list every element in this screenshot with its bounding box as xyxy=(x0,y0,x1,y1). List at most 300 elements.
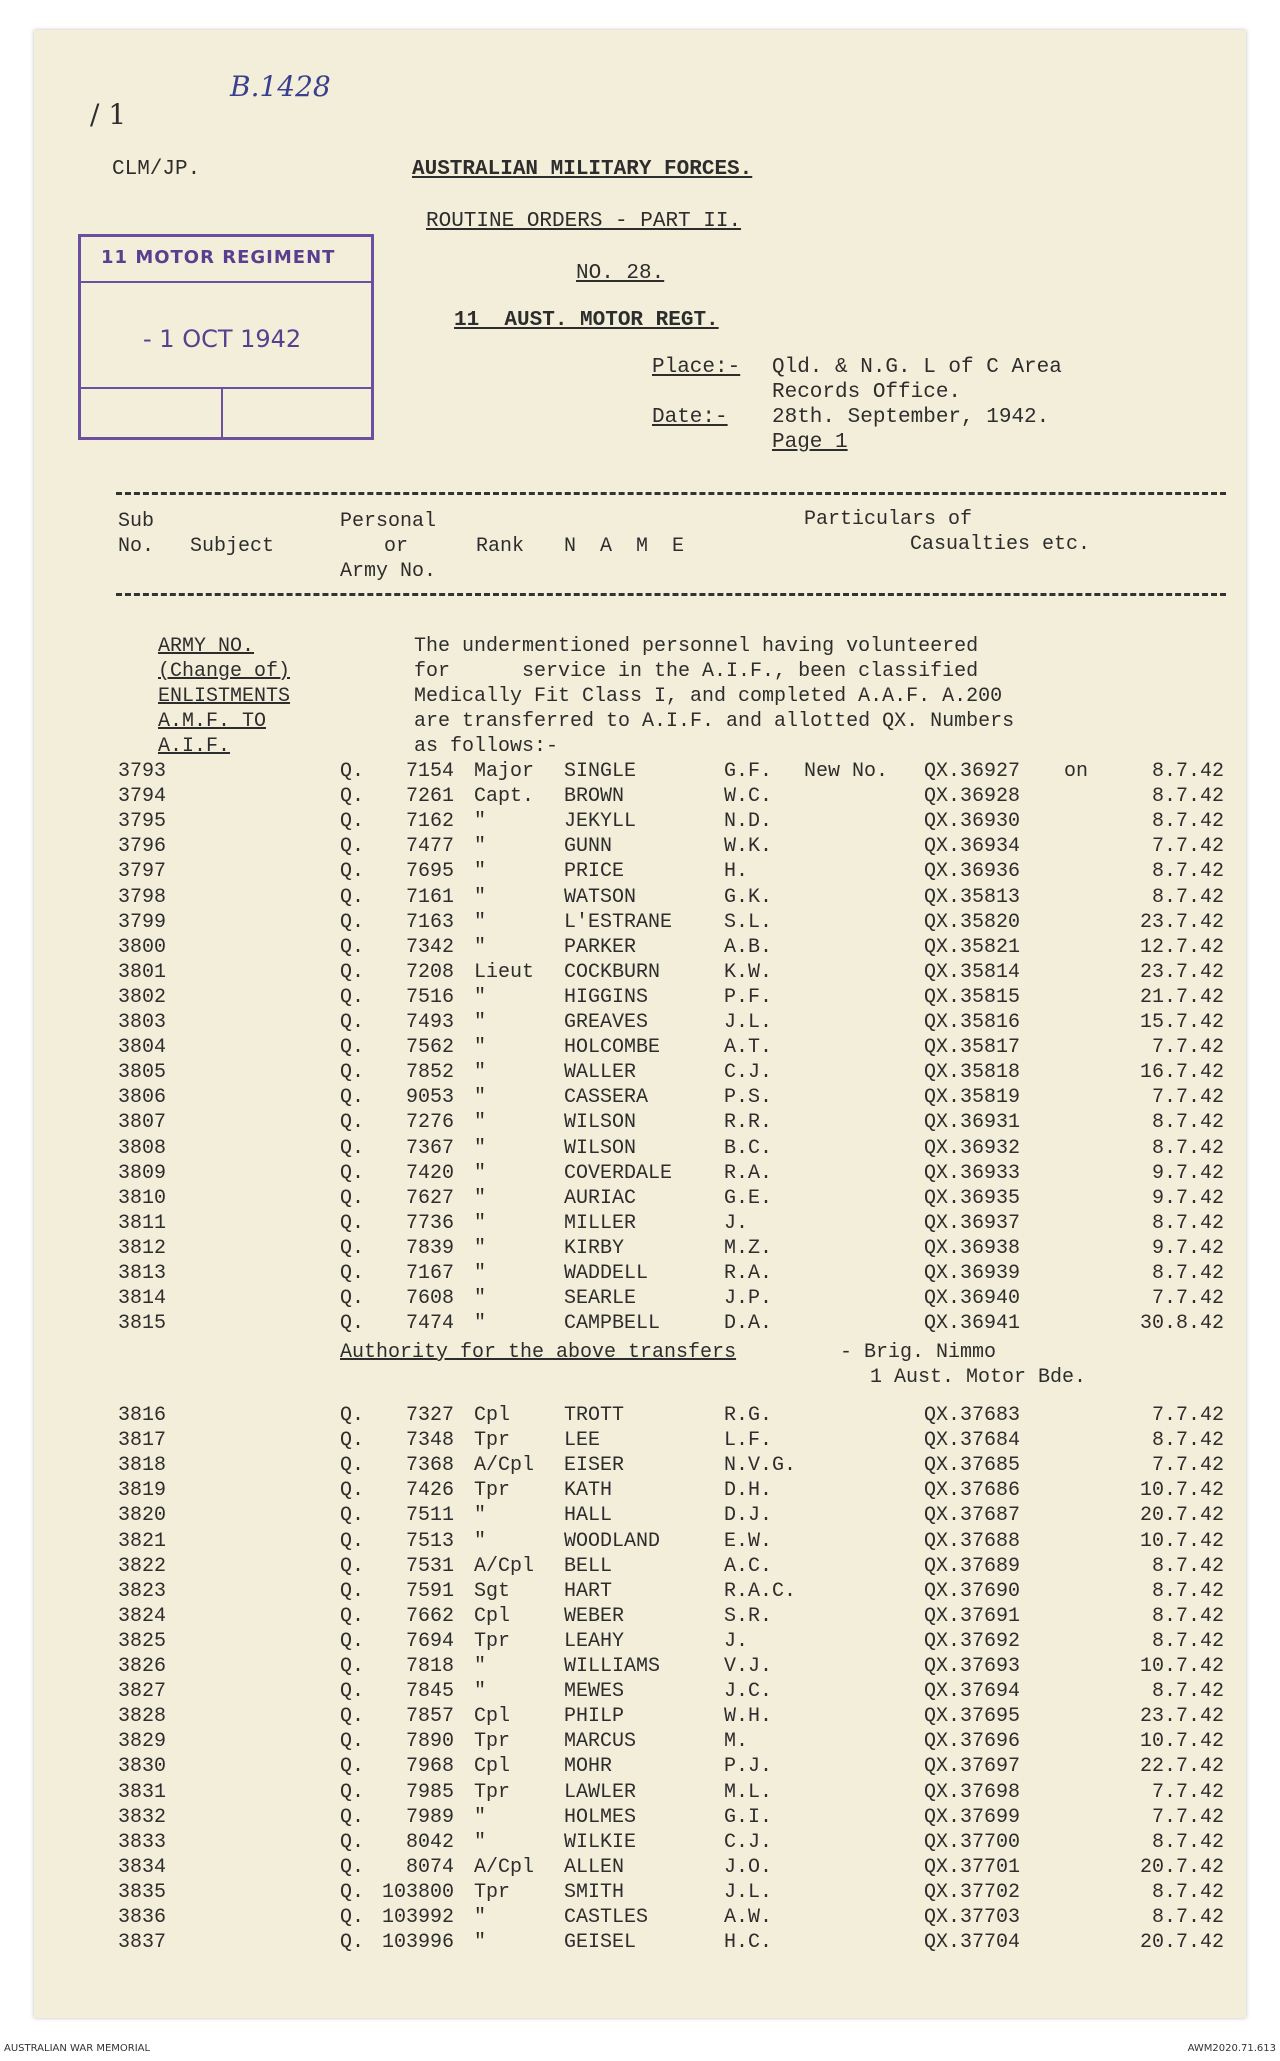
col-casualties: Casualties etc. xyxy=(910,533,1091,556)
cell-rank: Tpr xyxy=(474,1429,511,1453)
cell-init: J.O. xyxy=(724,1855,773,1879)
table-row xyxy=(34,1705,1246,1730)
cell-date: 10.7.42 xyxy=(1139,1655,1224,1678)
cell-pre: Q. xyxy=(340,1830,365,1854)
cell-date: 8.7.42 xyxy=(1151,810,1224,834)
cell-init: C.J. xyxy=(724,1061,773,1085)
cell-sub: 3834 xyxy=(118,1855,167,1879)
cell-sub: 3804 xyxy=(118,1036,167,1060)
cell-num: 7662 xyxy=(405,1604,454,1628)
cell-date: 8.7.42 xyxy=(1151,1262,1224,1285)
cell-pre: Q. xyxy=(340,1655,365,1678)
table-row xyxy=(34,1730,1246,1755)
cell-date: 7.7.42 xyxy=(1151,1805,1224,1829)
cell-qx: QX.37688 xyxy=(924,1529,1021,1553)
table-row xyxy=(34,1881,1246,1906)
cell-sub: 3802 xyxy=(118,985,167,1009)
cell-init: J. xyxy=(724,1211,749,1235)
cell-qx: QX.37685 xyxy=(924,1454,1021,1478)
cell-pre: Q. xyxy=(340,1604,365,1628)
cell-date: 22.7.42 xyxy=(1139,1755,1224,1779)
cell-name: WALLER xyxy=(564,1061,637,1085)
cell-init: R.A. xyxy=(724,1161,773,1185)
cell-pre: Q. xyxy=(340,1186,365,1210)
cell-rank: A/Cpl xyxy=(474,1454,535,1478)
cell-rank: " xyxy=(474,985,487,1009)
cell-num: 7627 xyxy=(405,1186,454,1210)
cell-date: 8.7.42 xyxy=(1151,860,1224,884)
cell-sub: 3818 xyxy=(118,1454,167,1478)
cell-date: 12.7.42 xyxy=(1139,935,1224,959)
cell-pre: Q. xyxy=(340,1855,365,1879)
cell-sub: 3811 xyxy=(118,1211,167,1235)
footer-left: AUSTRALIAN WAR MEMORIAL xyxy=(4,2043,151,2054)
cell-num: 103800 xyxy=(381,1880,454,1904)
cell-rank: " xyxy=(474,1011,487,1034)
cell-pre: Q. xyxy=(340,1161,365,1185)
cell-num: 7167 xyxy=(405,1262,454,1285)
table-row xyxy=(34,1061,1246,1086)
cell-qx: QX.36934 xyxy=(924,835,1021,859)
cell-sub: 3797 xyxy=(118,860,167,884)
cell-name: BELL xyxy=(564,1554,613,1578)
cell-qx: QX.37704 xyxy=(924,1931,1021,1955)
cell-pre: Q. xyxy=(340,860,365,884)
hole-punch-mark: / 1 xyxy=(90,98,127,131)
cell-num: 7162 xyxy=(405,810,454,834)
cell-rank: Cpl xyxy=(474,1404,511,1427)
cell-date: 8.7.42 xyxy=(1151,1880,1224,1904)
cell-num: 103996 xyxy=(381,1931,454,1955)
cell-name: HART xyxy=(564,1579,613,1603)
cell-sub: 3837 xyxy=(118,1931,167,1955)
cell-date: 9.7.42 xyxy=(1151,1161,1224,1185)
cell-num: 7261 xyxy=(405,785,454,809)
cell-rank: " xyxy=(474,910,487,934)
cell-qx: QX.37696 xyxy=(924,1730,1021,1754)
cell-sub: 3828 xyxy=(118,1705,167,1729)
cell-num: 7327 xyxy=(405,1404,454,1427)
table-row xyxy=(34,936,1246,961)
cell-num: 8074 xyxy=(405,1855,454,1879)
cell-sub: 3829 xyxy=(118,1730,167,1754)
reference-code: CLM/JP. xyxy=(112,158,201,181)
cell-pre: Q. xyxy=(340,1011,365,1034)
cell-pre: Q. xyxy=(340,1554,365,1578)
cell-date: 8.7.42 xyxy=(1151,1906,1224,1929)
cell-pre: Q. xyxy=(340,835,365,859)
divider-top xyxy=(116,492,1226,495)
table-row xyxy=(34,1086,1246,1111)
cell-pre: Q. xyxy=(340,1705,365,1729)
table-row xyxy=(34,1429,1246,1454)
cell-date: 21.7.42 xyxy=(1139,985,1224,1009)
cell-num: 7426 xyxy=(405,1479,454,1503)
table-row xyxy=(34,1162,1246,1187)
cell-qx: QX.37701 xyxy=(924,1855,1021,1879)
table-row xyxy=(34,1036,1246,1061)
cell-date: 7.7.42 xyxy=(1151,1404,1224,1427)
cell-sub: 3812 xyxy=(118,1236,167,1260)
cell-rank: " xyxy=(474,810,487,834)
cell-qx: QX.35814 xyxy=(924,960,1021,984)
cell-name: KATH xyxy=(564,1479,613,1503)
cell-name: MEWES xyxy=(564,1680,625,1704)
cell-name: SEARLE xyxy=(564,1287,637,1311)
cell-sub: 3808 xyxy=(118,1136,167,1160)
cell-num: 7474 xyxy=(405,1312,454,1336)
cell-rank: Cpl xyxy=(474,1705,511,1729)
table-row xyxy=(34,986,1246,1011)
cell-pre: Q. xyxy=(340,1730,365,1754)
cell-rank: Tpr xyxy=(474,1629,511,1653)
cell-name: LEAHY xyxy=(564,1629,625,1653)
cell-pre: Q. xyxy=(340,1880,365,1904)
cell-qx: QX.36941 xyxy=(924,1312,1021,1336)
cell-num: 7493 xyxy=(405,1011,454,1034)
cell-rank: " xyxy=(474,1906,487,1929)
cell-rank: Capt. xyxy=(474,785,535,809)
cell-init: D.J. xyxy=(724,1504,773,1528)
cell-init: H. xyxy=(724,860,749,884)
cell-qx: QX.37687 xyxy=(924,1504,1021,1528)
cell-rank: A/Cpl xyxy=(474,1554,535,1578)
cell-date: 15.7.42 xyxy=(1139,1011,1224,1034)
cell-pre: Q. xyxy=(340,885,365,909)
cell-rank: " xyxy=(474,1805,487,1829)
table-row xyxy=(34,1011,1246,1036)
cell-qx: QX.37690 xyxy=(924,1579,1021,1603)
cell-init: R.A. xyxy=(724,1262,773,1285)
cell-name: JEKYLL xyxy=(564,810,637,834)
cell-qx: QX.37703 xyxy=(924,1906,1021,1929)
cell-sub: 3799 xyxy=(118,910,167,934)
cell-init: W.C. xyxy=(724,785,773,809)
cell-qx: QX.35821 xyxy=(924,935,1021,959)
table-row xyxy=(34,785,1246,810)
cell-name: HIGGINS xyxy=(564,985,649,1009)
cell-date: 7.7.42 xyxy=(1151,1086,1224,1110)
table-row xyxy=(34,1111,1246,1136)
table-row xyxy=(34,1212,1246,1237)
col-name: N A M E xyxy=(564,535,685,558)
cell-date: 20.7.42 xyxy=(1139,1504,1224,1528)
cell-rank: A/Cpl xyxy=(474,1855,535,1879)
cell-name: WATSON xyxy=(564,885,637,909)
cell-qx: QX.35813 xyxy=(924,885,1021,909)
cell-qx: QX.35817 xyxy=(924,1036,1021,1060)
cell-pre: Q. xyxy=(340,985,365,1009)
cell-sub: 3817 xyxy=(118,1429,167,1453)
cell-rank: " xyxy=(474,935,487,959)
cell-qx: QX.36935 xyxy=(924,1186,1021,1210)
table-row xyxy=(34,1605,1246,1630)
cell-pre: Q. xyxy=(340,1504,365,1528)
cell-init: G.F. xyxy=(724,760,773,783)
cell-sub: 3831 xyxy=(118,1780,167,1804)
cell-date: 8.7.42 xyxy=(1151,785,1224,809)
cell-pre: Q. xyxy=(340,1111,365,1135)
cell-rank: " xyxy=(474,1931,487,1955)
cell-init: J. xyxy=(724,1629,749,1653)
cell-init: V.J. xyxy=(724,1655,773,1678)
document-page xyxy=(34,30,1246,2018)
cell-sub: 3835 xyxy=(118,1880,167,1904)
cell-rank: " xyxy=(474,1161,487,1185)
stamp-date: - 1 OCT 1942 xyxy=(143,325,302,353)
cell-pre: Q. xyxy=(340,1479,365,1503)
cell-qx: QX.37692 xyxy=(924,1629,1021,1653)
cell-pre: Q. xyxy=(340,1906,365,1929)
cell-init: M. xyxy=(724,1730,749,1754)
cell-pre: Q. xyxy=(340,1780,365,1804)
cell-init: R.A.C. xyxy=(724,1579,797,1603)
table-row xyxy=(34,1630,1246,1655)
subject-block: ARMY NO. (Change of) ENLISTMENTS A.M.F. TO A.I.F. xyxy=(158,635,291,758)
col-or: or xyxy=(384,535,409,558)
cell-name: WILSON xyxy=(564,1136,637,1160)
cell-pre: Q. xyxy=(340,1931,365,1955)
cell-pre: Q. xyxy=(340,1429,365,1453)
cell-init: J.C. xyxy=(724,1680,773,1704)
cell-name: ALLEN xyxy=(564,1855,625,1879)
cell-num: 7989 xyxy=(405,1805,454,1829)
cell-date: 10.7.42 xyxy=(1139,1529,1224,1553)
cell-name: HOLMES xyxy=(564,1805,637,1829)
cell-sub: 3833 xyxy=(118,1830,167,1854)
cell-pre: Q. xyxy=(340,1287,365,1311)
cell-name: WILSON xyxy=(564,1111,637,1135)
cell-sub: 3824 xyxy=(118,1604,167,1628)
table-row xyxy=(34,1555,1246,1580)
intro-paragraph: The undermentioned personnel having volunteered for service in the A.I.F., been classified Medically Fit Class I, and completed A.A.F. A.200 are transferred to A.I.F. and allotted QX. Numbers as follows:- xyxy=(414,635,1015,758)
cell-pre: Q. xyxy=(340,1755,365,1779)
table-row xyxy=(34,1856,1246,1881)
cell-sub: 3809 xyxy=(118,1161,167,1185)
cell-new: New No. xyxy=(804,760,889,783)
cell-sub: 3836 xyxy=(118,1906,167,1929)
cell-init: K.W. xyxy=(724,960,773,984)
cell-init: P.F. xyxy=(724,985,773,1009)
cell-date: 10.7.42 xyxy=(1139,1479,1224,1503)
cell-name: MILLER xyxy=(564,1211,637,1235)
table-row xyxy=(34,886,1246,911)
cell-rank: " xyxy=(474,860,487,884)
cell-date: 7.7.42 xyxy=(1151,1287,1224,1311)
cell-date: 9.7.42 xyxy=(1151,1236,1224,1260)
cell-qx: QX.37700 xyxy=(924,1830,1021,1854)
table-row xyxy=(34,1580,1246,1605)
table-row xyxy=(34,911,1246,936)
cell-rank: " xyxy=(474,1036,487,1060)
cell-sub: 3826 xyxy=(118,1655,167,1678)
cell-pre: Q. xyxy=(340,1211,365,1235)
cell-date: 16.7.42 xyxy=(1139,1061,1224,1085)
col-rank: Rank xyxy=(476,535,525,558)
cell-rank: Sgt xyxy=(474,1579,511,1603)
cell-pre: Q. xyxy=(340,1236,365,1260)
cell-qx: QX.37684 xyxy=(924,1429,1021,1453)
cell-rank: Lieut xyxy=(474,960,535,984)
cell-rank: " xyxy=(474,1186,487,1210)
table-row xyxy=(34,1755,1246,1780)
table-row xyxy=(34,1931,1246,1956)
cell-qx: QX.37698 xyxy=(924,1780,1021,1804)
order-number: NO. 28. xyxy=(576,262,665,285)
cell-name: KIRBY xyxy=(564,1236,625,1260)
cell-num: 7368 xyxy=(405,1454,454,1478)
cell-qx: QX.36937 xyxy=(924,1211,1021,1235)
cell-date: 8.7.42 xyxy=(1151,1830,1224,1854)
cell-pre: Q. xyxy=(340,1262,365,1285)
cell-init: G.K. xyxy=(724,885,773,909)
cell-date: 7.7.42 xyxy=(1151,835,1224,859)
cell-num: 7348 xyxy=(405,1429,454,1453)
cell-rank: " xyxy=(474,1312,487,1336)
cell-qx: QX.35816 xyxy=(924,1011,1021,1034)
cell-name: SMITH xyxy=(564,1880,625,1904)
cell-date: 8.7.42 xyxy=(1151,1680,1224,1704)
cell-sub: 3823 xyxy=(118,1579,167,1603)
cell-sub: 3814 xyxy=(118,1287,167,1311)
cell-name: LAWLER xyxy=(564,1780,637,1804)
cell-num: 7694 xyxy=(405,1629,454,1653)
cell-name: LEE xyxy=(564,1429,601,1453)
cell-init: R.R. xyxy=(724,1111,773,1135)
cell-name: PARKER xyxy=(564,935,637,959)
authority-by: - Brig. Nimmo xyxy=(840,1341,997,1364)
cell-num: 7511 xyxy=(405,1504,454,1528)
cell-name: CASSERA xyxy=(564,1086,649,1110)
table-row xyxy=(34,1137,1246,1162)
cell-num: 7591 xyxy=(405,1579,454,1603)
cell-name: TROTT xyxy=(564,1404,625,1427)
date-label: Date:- xyxy=(652,406,728,429)
cell-qx: QX.36932 xyxy=(924,1136,1021,1160)
cell-sub: 3821 xyxy=(118,1529,167,1553)
cell-sub: 3820 xyxy=(118,1504,167,1528)
cell-rank: " xyxy=(474,1680,487,1704)
received-stamp xyxy=(78,234,374,440)
cell-name: CASTLES xyxy=(564,1906,649,1929)
cell-init: W.H. xyxy=(724,1705,773,1729)
place-label: Place:- xyxy=(652,356,741,379)
cell-num: 7562 xyxy=(405,1036,454,1060)
cell-name: COCKBURN xyxy=(564,960,661,984)
cell-init: E.W. xyxy=(724,1529,773,1553)
cell-rank: Tpr xyxy=(474,1730,511,1754)
cell-date: 7.7.42 xyxy=(1151,1454,1224,1478)
cell-num: 7163 xyxy=(405,910,454,934)
cell-date: 7.7.42 xyxy=(1151,1780,1224,1804)
cell-name: WADDELL xyxy=(564,1262,649,1285)
cell-sub: 3798 xyxy=(118,885,167,909)
cell-qx: QX.36940 xyxy=(924,1287,1021,1311)
cell-date: 30.8.42 xyxy=(1139,1312,1224,1336)
cell-pre: Q. xyxy=(340,1529,365,1553)
cell-date: 20.7.42 xyxy=(1139,1855,1224,1879)
cell-init: A.W. xyxy=(724,1906,773,1929)
cell-num: 7477 xyxy=(405,835,454,859)
date-value: 28th. September, 1942. xyxy=(772,406,1050,429)
authority-label: Authority for the above transfers xyxy=(340,1341,737,1364)
page-number: Page 1 xyxy=(772,431,848,454)
table-row xyxy=(34,1781,1246,1806)
cell-pre: Q. xyxy=(340,1579,365,1603)
cell-name: GREAVES xyxy=(564,1011,649,1034)
cell-date: 8.7.42 xyxy=(1151,1629,1224,1653)
cell-name: PHILP xyxy=(564,1705,625,1729)
cell-qx: QX.37694 xyxy=(924,1680,1021,1704)
cell-num: 7695 xyxy=(405,860,454,884)
cell-init: N.D. xyxy=(724,810,773,834)
cell-sub: 3815 xyxy=(118,1312,167,1336)
cell-pre: Q. xyxy=(340,1136,365,1160)
cell-rank: " xyxy=(474,1830,487,1854)
cell-init: H.C. xyxy=(724,1931,773,1955)
cell-name: SINGLE xyxy=(564,760,637,783)
cell-num: 7154 xyxy=(405,760,454,783)
authority-unit: 1 Aust. Motor Bde. xyxy=(870,1366,1087,1389)
col-sub: Sub xyxy=(118,510,155,533)
divider-header xyxy=(116,593,1226,596)
cell-num: 7890 xyxy=(405,1730,454,1754)
cell-rank: " xyxy=(474,1529,487,1553)
table-row xyxy=(34,1187,1246,1212)
cell-init: J.L. xyxy=(724,1011,773,1034)
cell-qx: QX.37691 xyxy=(924,1604,1021,1628)
cell-qx: QX.37683 xyxy=(924,1404,1021,1427)
cell-init: G.I. xyxy=(724,1805,773,1829)
cell-num: 7342 xyxy=(405,935,454,959)
cell-sub: 3822 xyxy=(118,1554,167,1578)
cell-date: 8.7.42 xyxy=(1151,1554,1224,1578)
cell-num: 103992 xyxy=(381,1906,454,1929)
cell-date: 9.7.42 xyxy=(1151,1186,1224,1210)
cell-rank: " xyxy=(474,1236,487,1260)
cell-sub: 3796 xyxy=(118,835,167,859)
cell-num: 7208 xyxy=(405,960,454,984)
cell-pre: Q. xyxy=(340,1086,365,1110)
cell-init: P.S. xyxy=(724,1086,773,1110)
cell-pre: Q. xyxy=(340,1036,365,1060)
cell-pre: Q. xyxy=(340,785,365,809)
cell-name: EISER xyxy=(564,1454,625,1478)
cell-qx: QX.36931 xyxy=(924,1111,1021,1135)
cell-name: WILKIE xyxy=(564,1830,637,1854)
table-row xyxy=(34,1262,1246,1287)
cell-date: 10.7.42 xyxy=(1139,1730,1224,1754)
cell-rank: " xyxy=(474,1086,487,1110)
cell-name: PRICE xyxy=(564,860,625,884)
cell-name: GUNN xyxy=(564,835,613,859)
cell-qx: QX.37689 xyxy=(924,1554,1021,1578)
cell-rank: Tpr xyxy=(474,1479,511,1503)
cell-sub: 3801 xyxy=(118,960,167,984)
table-row xyxy=(34,835,1246,860)
cell-init: G.E. xyxy=(724,1186,773,1210)
cell-qx: QX.36927 xyxy=(924,760,1021,783)
table-row xyxy=(34,1404,1246,1429)
cell-init: M.L. xyxy=(724,1780,773,1804)
cell-qx: QX.36928 xyxy=(924,785,1021,809)
cell-num: 7845 xyxy=(405,1680,454,1704)
cell-qx: QX.36936 xyxy=(924,860,1021,884)
table-row xyxy=(34,1237,1246,1262)
place-line-2: Records Office. xyxy=(772,381,962,404)
document-subtitle: ROUTINE ORDERS - PART II. xyxy=(426,210,742,233)
table-row xyxy=(34,1680,1246,1705)
